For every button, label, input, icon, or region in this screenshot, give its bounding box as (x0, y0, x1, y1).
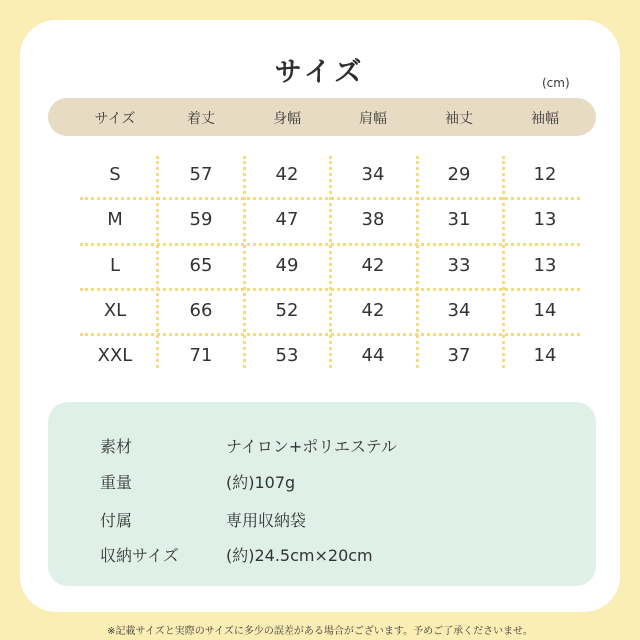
table-cell: 13 (533, 209, 557, 230)
table-cell: 37 (447, 345, 471, 366)
weight-value: (約)107g (226, 473, 296, 492)
material-label: 素材 (100, 437, 133, 456)
table-cell: L (109, 255, 121, 276)
header-sleeve-width: 袖幅 (531, 111, 559, 127)
table-cell: 42 (361, 300, 385, 321)
storage-size-label: 収納サイズ (100, 546, 179, 565)
page-title: サイズ (274, 57, 366, 88)
material-value: ナイロン+ポリエステル (226, 437, 397, 456)
table-cell: 53 (275, 345, 299, 366)
table-cell: 31 (447, 209, 471, 230)
table-cell: 12 (533, 164, 557, 185)
table-cell: 44 (361, 345, 385, 366)
table-cell: 42 (361, 255, 385, 276)
header-sleeve-length: 袖丈 (445, 111, 473, 127)
header-body-width: 身幅 (273, 111, 301, 127)
row-divider (80, 197, 580, 200)
table-cell: 49 (275, 255, 299, 276)
table-cell: XXL (97, 345, 133, 366)
row-divider (80, 288, 580, 291)
table-cell: S (109, 164, 121, 185)
table-cell: 14 (533, 300, 557, 321)
table-cell: 29 (447, 164, 471, 185)
accessory-label: 付属 (100, 511, 133, 530)
table-cell: 65 (189, 255, 213, 276)
table-cell: 38 (361, 209, 385, 230)
disclaimer-note: ※記載サイズと実際のサイズに多少の誤差がある場合がございます。予めご了承くださいませ。 (107, 626, 533, 637)
table-cell: 34 (447, 300, 471, 321)
table-cell: 59 (189, 209, 213, 230)
row-divider (80, 243, 580, 246)
header-size: サイズ (94, 111, 136, 127)
table-cell: 52 (275, 300, 299, 321)
table-cell: 42 (275, 164, 299, 185)
table-cell: 33 (447, 255, 471, 276)
table-cell: 14 (533, 345, 557, 366)
header-length: 着丈 (187, 111, 215, 127)
weight-label: 重量 (100, 473, 133, 492)
accessory-value: 専用収納袋 (226, 511, 307, 530)
table-cell: 13 (533, 255, 557, 276)
table-cell: 34 (361, 164, 385, 185)
storage-size-value: (約)24.5cm×20cm (226, 546, 373, 565)
table-cell: XL (103, 300, 127, 321)
unit-label: (cm) (542, 76, 570, 90)
table-cell: M (107, 209, 123, 230)
table-cell: 57 (189, 164, 213, 185)
row-divider (80, 333, 580, 336)
header-shoulder-width: 肩幅 (359, 111, 387, 127)
table-cell: 66 (189, 300, 213, 321)
table-cell: 71 (189, 345, 213, 366)
table-cell: 47 (275, 209, 299, 230)
